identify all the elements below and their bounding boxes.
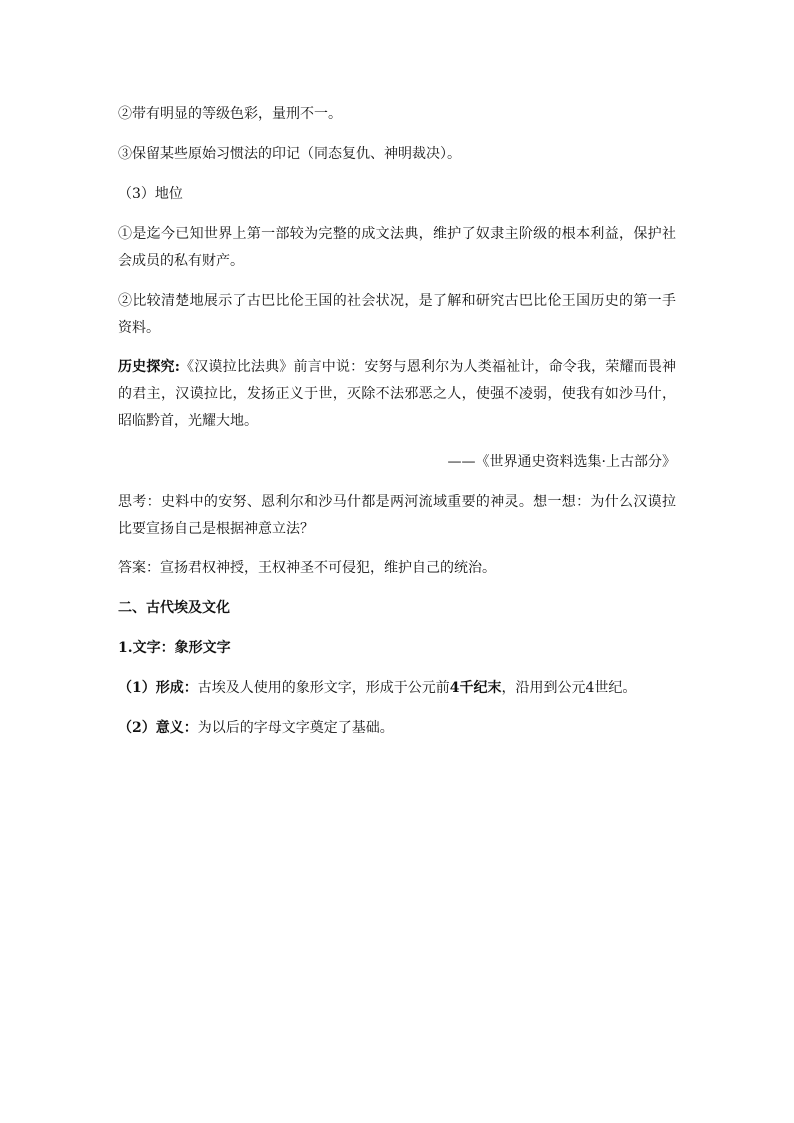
section-heading: 二、古代埃及文化 xyxy=(118,600,230,616)
item-text: ，沿用到公元4世纪。 xyxy=(501,680,637,696)
paragraph: ②比较清楚地展示了古巴比伦王国的社会状况，是了解和研究古巴比伦王国历史的第一手资料。 xyxy=(118,293,676,336)
history-paragraph xyxy=(118,354,676,435)
item-label: （2）意义： xyxy=(118,720,198,736)
source-citation: ——《世界通史资料选集·上古部分》 xyxy=(447,454,676,470)
list-item xyxy=(118,678,636,698)
think-paragraph: 思考：史料中的安努、恩利尔和沙马什都是两河流域重要的神灵。想一想：为什么汉谟拉比要宣扬自己是根据神意立法？ xyxy=(118,494,676,537)
subsection-heading: 1.文字：象形文字 xyxy=(118,640,231,656)
history-text: 《汉谟拉比法典》前言中说：安努与恩利尔为人类福祉计，命令我，荣耀而畏神的君主，汉谟拉比，发扬正义于世，灭除不法邪恶之人，使强不凌弱，使我有如沙马什，昭临黔首，光耀大地。 xyxy=(118,359,677,429)
document-page xyxy=(118,0,676,1123)
list-item xyxy=(118,718,394,738)
text-line: ②带有明显的等级色彩，量刑不一。 xyxy=(118,106,342,122)
item-text: 古埃及人使用的象形文字，形成于公元前 xyxy=(197,680,450,696)
paragraph: ①是迄今已知世界上第一部较为完整的成文法典，维护了奴隶主阶级的根本利益，保护社会成员的私有财产。 xyxy=(118,226,676,269)
history-label: 历史探究: xyxy=(118,359,180,375)
answer-line: 答案：宣扬君权神授，王权神圣不可侵犯，维护自己的统治。 xyxy=(118,560,496,576)
sub-heading: （3）地位 xyxy=(118,186,183,202)
item-bold-text: 4千纪末 xyxy=(449,680,502,696)
item-text: 为以后的字母文字奠定了基础。 xyxy=(197,720,394,736)
text-line: ③保留某些原始习惯法的印记（同态复仇、神明裁决）。 xyxy=(118,146,461,162)
item-label: （1）形成： xyxy=(118,680,198,696)
